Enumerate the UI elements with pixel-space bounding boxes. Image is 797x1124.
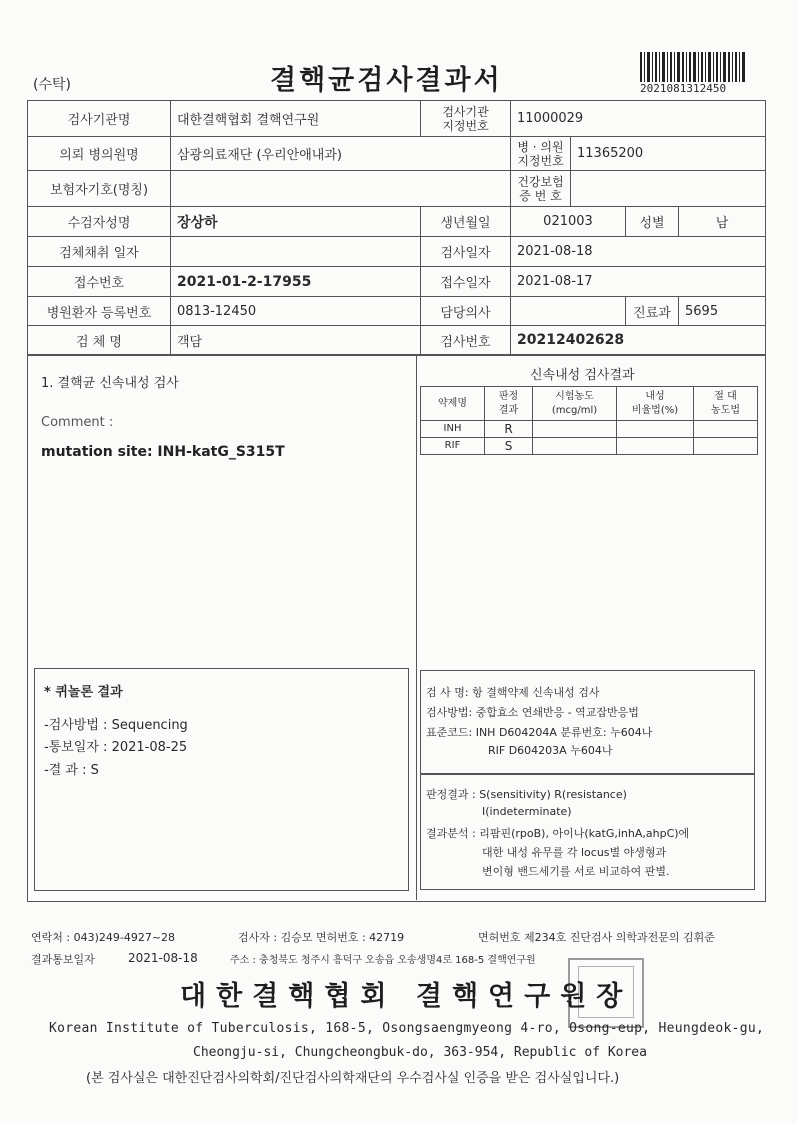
comment-label: Comment : [41, 415, 114, 430]
drug-name: RIF [421, 438, 485, 455]
test-name: 검 사 명: 항 결핵약제 신속내성 검사 [426, 686, 600, 699]
resistance-table [420, 386, 758, 455]
receipt-mark: (수탁) [33, 77, 71, 93]
specimen: 객담 [171, 326, 421, 355]
drug-name: INH [421, 421, 485, 438]
col-concentration [533, 387, 617, 421]
test-method: 검사방법: 중합효소 연쇄반응 - 역교잡반응법 [426, 706, 639, 719]
dob-label: 생년월일 [421, 207, 511, 237]
col-drug [421, 387, 485, 421]
analysis-3: 변이형 밴드세기를 서로 비교하여 판별. [482, 865, 670, 878]
insured-label: 보험자기호(명칭) [28, 171, 171, 207]
col-judgement-text: 판정 결과 [498, 390, 519, 416]
insurance-label: 건강보험 증 번 호 [511, 171, 571, 207]
notify-date-label: 결과통보일자 [31, 953, 95, 966]
barcode [640, 52, 745, 82]
insurance-value [571, 171, 766, 207]
dept: 5695 [679, 297, 766, 326]
table-row [421, 421, 758, 438]
lab-reg-no: 11000029 [511, 101, 766, 137]
test-no-label: 검사번호 [421, 326, 511, 355]
insured-value [171, 171, 511, 207]
sex: 남 [679, 207, 766, 237]
panel-divider [416, 355, 417, 900]
notify-date: 2021-08-18 [128, 951, 198, 965]
doctor-label: 담당의사 [421, 297, 511, 326]
receipt-date-label: 접수일자 [421, 267, 511, 297]
hosp-patient-label: 병원환자 등록번호 [28, 297, 171, 326]
col-ratio [617, 387, 694, 421]
quinolone-result: -결 과 : S [44, 763, 99, 778]
test-no: 20212402628 [511, 326, 766, 355]
receipt-no: 2021-01-2-17955 [171, 267, 421, 297]
judge-1: 판정결과 : S(sensitivity) R(resistance) [426, 788, 627, 801]
quinolone-notify: -통보일자 : 2021-08-25 [44, 740, 188, 755]
col-judgement [485, 387, 533, 421]
lab-name: 대한결핵협회 결핵연구원 [171, 101, 421, 137]
drug-result: S [485, 438, 533, 455]
address: 주소 : 충청북도 청주시 흥덕구 오송읍 오송생명4로 168-5 결핵연구원 [230, 955, 536, 966]
client-name: 삼광의료재단 (우리안애내과) [171, 137, 511, 171]
col-absolute-text: 절 대 농도법 [711, 390, 740, 416]
std-code-1: 표준코드: INH D604204A 분류번호: 누604나 [426, 726, 653, 739]
info-table [27, 100, 766, 355]
receipt-date: 2021-08-17 [511, 267, 766, 297]
quinolone-box [34, 668, 409, 891]
tester: 검사자 : 김승모 면허번호 : 42719 [238, 931, 405, 944]
col-absolute [694, 387, 758, 421]
english-address-2: Cheongju-si, Chungcheongbuk-do, 363-954, Republic of Korea [193, 1045, 647, 1060]
certification-note: (본 검사실은 대한진단검사의학회/진단검사의학재단의 우수검사실 인증을 받은 검사실입니다.) [86, 1071, 620, 1086]
analysis-1: 결과분석 : 리팜핀(rpoB), 아이나(katG,inhA,ahpC)에 [426, 827, 690, 840]
barcode-number: 2021081312450 [640, 82, 727, 95]
patient-label: 수검자성명 [28, 207, 171, 237]
dept-label: 진료과 [626, 297, 679, 326]
table-row [421, 438, 758, 455]
client-label: 의뢰 병의원명 [28, 137, 171, 171]
col-ratio-text: 내성 비율법(%) [631, 390, 679, 416]
lab-name-label: 검사기관명 [28, 101, 171, 137]
col-concentration-text: 시험농도 (mcg/ml) [551, 390, 598, 416]
sex-label: 성별 [626, 207, 679, 237]
dob: 021003 [511, 207, 626, 237]
specimen-label: 검 체 명 [28, 326, 171, 355]
resistance-heading: 신속내성 검사결과 [530, 368, 635, 383]
english-address-1: Korean Institute of Tuberculosis, 168-5, Osongsaengmyeong 4-ro, Osong-eup, Heungdeok-gu, [49, 1021, 765, 1036]
test-date-label: 검사일자 [421, 237, 511, 267]
mutation-site: mutation site: INH-katG_S315T [41, 444, 285, 460]
lab-reg-label: 검사기관 지정번호 [421, 101, 511, 137]
client-reg-label: 병 · 의원 지정번호 [511, 137, 571, 171]
std-code-2: RIF D604203A 누604나 [488, 744, 613, 757]
analysis-2: 대한 내성 유무를 각 locus별 야생형과 [482, 846, 667, 859]
contact: 연락처 : 043)249-4927~28 [31, 931, 176, 944]
page-title: 결핵균검사결과서 [270, 65, 503, 96]
test-date: 2021-08-18 [511, 237, 766, 267]
quinolone-title: * 퀴놀론 결과 [44, 685, 123, 700]
hosp-patient-no: 0813-12450 [171, 297, 421, 326]
org-title: 대한결핵협회 결핵연구원장 [180, 981, 633, 1012]
patient-name: 장상하 [171, 207, 421, 237]
collect-date [171, 237, 421, 267]
client-reg-no: 11365200 [571, 137, 766, 171]
collect-label: 검체채취 일자 [28, 237, 171, 267]
drug-result: R [485, 421, 533, 438]
quinolone-method: -검사방법 : Sequencing [44, 718, 188, 733]
doctor [511, 297, 626, 326]
judge-2: I(indeterminate) [482, 805, 572, 818]
rapid-test-heading: 1. 결핵균 신속내성 검사 [41, 376, 179, 391]
physician-license: 면허번호 제234호 진단검사 의학과전문의 김휘준 [478, 931, 715, 944]
col-drug-text: 약제명 [438, 397, 467, 409]
receipt-no-label: 접수번호 [28, 267, 171, 297]
